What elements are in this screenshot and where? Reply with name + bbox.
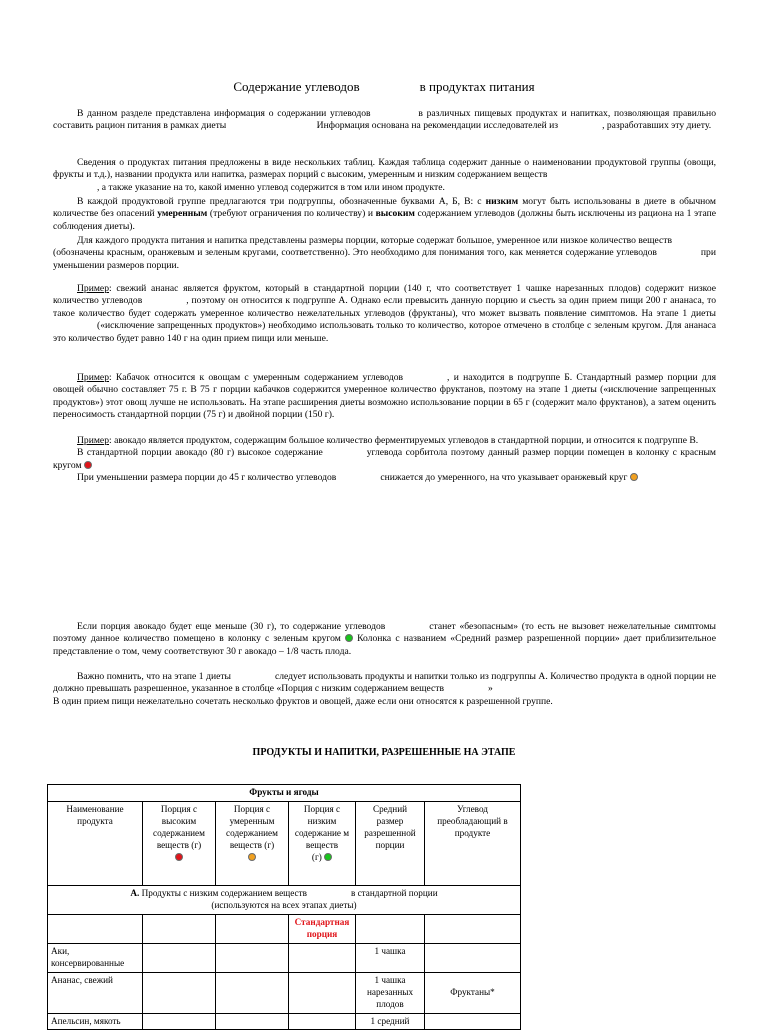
note-paragraph: Важно помнить, что на этапе 1 диеты следует использовать продукты и напитки только из подгруппы А. Количество продукта в одной порции не должно превышать разрешенное, указанное в столбце «Порция с низким содержанием веществ » В один прием пищи нежелательно сочетать несколько фруктов и овощей, даже если они относятся к разрешенной группе. — [53, 671, 716, 707]
example-avocado: Пример: авокадо является продуктом, содержащим большое количество ферментируемых углеводов в стандартной порции, и относится к подгруппе В. В стандартной порции авокадо (80 г) высокое содержание углевода сорбитола поэтому данный размер порции помещен в колонку с красным кругом При уменьшении размера порции до 45 г количество углеводов снижается до умеренного, на что указывает оранжевый круг — [53, 435, 716, 484]
red-circle-icon — [84, 461, 92, 469]
portions-paragraph: Для каждого продукта питания и напитка представлены размеры порции, которые содержат большое, умеренное или низкое количество веществ(обозначены красным, оранжевым и зеленым кругами, соответственно). Это необходимо для понимания того, как меняется содержание углеводов при уменьшении размеров порции. — [53, 235, 716, 271]
col-header-average: Средний размер разрешенной порции — [356, 801, 425, 885]
orange-circle-icon — [248, 853, 256, 861]
page-title — [0, 79, 768, 96]
groups-paragraph: В каждой продуктовой группе предлагаются три подгруппы, обозначенные буквами А, Б, В: с низким могут быть использованы в диете в обычном количестве без опасений умеренным (требуют ограничения по количеству) и высоким содержанием углеводов (должны быть исключены из рациона на 1 этапе соблюдения диеты). — [53, 196, 716, 232]
table-row: Ананас, свежий 1 чашка нарезанных плодов Фруктаны* — [48, 972, 521, 1013]
red-circle-icon — [175, 853, 183, 861]
group-a-row: А. Продукты с низким содержанием веществ в стандартной порции (используются на всех этапах диеты) — [48, 885, 521, 914]
avocado-continued: Если порция авокадо будет еще меньше (30 г), то содержание углеводов станет «безопасным» (то есть не вызовет нежелательные симптомы поэтому данное количество помещено в колонку с зеленым кругом Колонка с названием «Средний размер разрешенной порции» дает приблизительное представление о том, чему соответствуют 30 г авокадо – 1/8 часть плода. — [53, 621, 716, 657]
col-header-low: Порция с низким содержание м веществ (г) — [289, 801, 356, 885]
table-row: Аки, консервированные 1 чашка — [48, 943, 521, 972]
col-header-high: Порция с высоким содержанием веществ (г) — [143, 801, 216, 885]
col-header-carb: Углевод преобладающий в продукте — [425, 801, 521, 885]
orange-circle-icon — [630, 473, 638, 481]
info-paragraph: Сведения о продуктах питания предложены в виде нескольких таблиц. Каждая таблица содержит данные о наименовании продуктовой группы (овощи, фрукты и т.д.), названии продукта или напитка, размерах порций с высоким, умеренным и низким содержанием веществ , а также указание на то, какой именно углевод содержится в том или ином продукте. — [53, 157, 716, 193]
col-header-moderate: Порция с умеренным содержанием веществ (г) — [216, 801, 289, 885]
table-caption: Фрукты и ягоды — [48, 785, 521, 802]
example-zucchini: Пример: Кабачок относится к овощам с умеренным содержанием углеводов , и находится в подгруппе Б. Стандартный размер порции для овощей обычно составляет 75 г. В 75 г порции кабачков содержится умеренное количество фруктанов, поэтому на этапе 1 диеты («исключение запрещенных продуктов») этот овощ лучше не использовать. На этапе расширения диеты возможно использование порции в 65 г (содержит мало фруктанов), а затем оценить переносимость стандартной порции (75 г) и двойной порции (150 г). — [53, 372, 716, 421]
table-row: Апельсин, мякоть 1 средний — [48, 1013, 521, 1030]
example-pineapple: Пример: свежий ананас является фруктом, который в стандартной порции (140 г, что соответствует 1 чашке нарезанных плодов) содержит низкое количество углеводов , поэтому он относится к подгруппе А. Однако если превысить данную порцию и съесть за один прием пищи 200 г ананаса, то такое количество будет содержать умеренное количество нежелательных углеводов (фруктаны), что может вызвать появление симптомов. На этапе 1 диеты(«исключение запрещенных продуктов») необходимо использовать только то количество, которое отмечено в столбце с зеленым кругом. Для ананаса это количество будет равно 140 г на один прием пищи или меньше. — [53, 283, 716, 344]
col-header-name: Наименование продукта — [48, 801, 143, 885]
green-circle-icon — [345, 634, 353, 642]
section-heading: ПРОДУКТЫ И НАПИТКИ, РАЗРЕШЕННЫЕ НА ЭТАПЕ — [252, 747, 516, 758]
green-circle-icon — [324, 853, 332, 861]
intro-paragraph: В данном разделе представлена информация о содержании углеводов в различных пищевых продуктах и напитках, позволяющая правильно составить рацион питания в рамках диеты Информация основана на рекомендации исследователей из , разработавших эту диету. — [53, 108, 716, 132]
title-right: в продуктах питания — [419, 79, 535, 94]
title-left: Содержание углеводов — [233, 79, 360, 94]
fruits-table — [47, 784, 521, 1030]
standard-portion-label: Стандартная порция — [289, 914, 356, 943]
